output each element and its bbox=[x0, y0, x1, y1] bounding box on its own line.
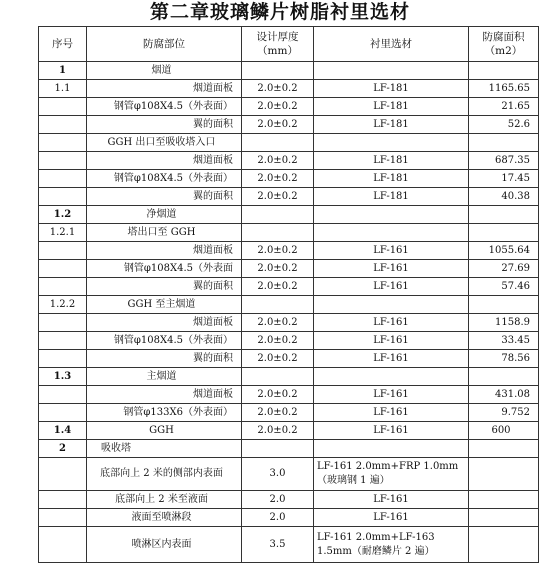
row-area: 17.45 bbox=[469, 170, 539, 188]
row-no bbox=[39, 509, 87, 527]
row-material bbox=[314, 368, 469, 386]
row-material bbox=[314, 224, 469, 242]
row-material: LF-161 bbox=[314, 242, 469, 260]
table-row bbox=[39, 368, 539, 386]
row-thickness: 2.0±0.2 bbox=[242, 260, 314, 278]
row-material bbox=[314, 440, 469, 458]
row-material: LF-161 bbox=[314, 491, 469, 509]
row-material: LF-161 bbox=[314, 278, 469, 296]
row-area: 687.35 bbox=[469, 152, 539, 170]
row-part: 液面至喷淋段 bbox=[87, 509, 242, 527]
row-area: 27.69 bbox=[469, 260, 539, 278]
row-material: LF-161 2.0mm+LF-163 1.5mm（耐磨鳞片 2 遍） bbox=[314, 527, 469, 563]
row-part: 烟道面板 bbox=[87, 314, 242, 332]
table-row bbox=[39, 260, 539, 278]
row-thickness: 2.0±0.2 bbox=[242, 98, 314, 116]
row-area bbox=[469, 509, 539, 527]
table-row bbox=[39, 350, 539, 368]
row-thickness: 3.5 bbox=[242, 527, 314, 563]
row-thickness bbox=[242, 206, 314, 224]
row-thickness: 2.0±0.2 bbox=[242, 422, 314, 440]
table-row bbox=[39, 314, 539, 332]
row-material: LF-161 2.0mm+FRP 1.0mm（玻璃钢 1 遍） bbox=[314, 458, 469, 491]
row-material bbox=[314, 62, 469, 80]
row-material: LF-181 bbox=[314, 170, 469, 188]
row-thickness: 2.0 bbox=[242, 491, 314, 509]
row-thickness: 2.0±0.2 bbox=[242, 116, 314, 134]
table-row bbox=[39, 62, 539, 80]
row-no bbox=[39, 527, 87, 563]
row-no: 1.1 bbox=[39, 80, 87, 98]
table-row bbox=[39, 188, 539, 206]
table-header-row bbox=[39, 27, 539, 62]
row-material: LF-161 bbox=[314, 509, 469, 527]
row-part: 塔出口至 GGH bbox=[87, 224, 242, 242]
row-material: LF-161 bbox=[314, 422, 469, 440]
row-material: LF-181 bbox=[314, 80, 469, 98]
row-no bbox=[39, 134, 87, 152]
row-no: 1.2.1 bbox=[39, 224, 87, 242]
row-part: 吸收塔 bbox=[87, 440, 242, 458]
row-area bbox=[469, 134, 539, 152]
row-thickness bbox=[242, 62, 314, 80]
table-row bbox=[39, 170, 539, 188]
row-material: LF-181 bbox=[314, 116, 469, 134]
header-material: 衬里选材 bbox=[314, 27, 469, 62]
row-material bbox=[314, 296, 469, 314]
table-row bbox=[39, 509, 539, 527]
table-row bbox=[39, 134, 539, 152]
row-part: 钢管φ108X4.5（外表面 bbox=[87, 260, 242, 278]
row-no: 1 bbox=[39, 62, 87, 80]
row-no bbox=[39, 404, 87, 422]
row-part: 烟道 bbox=[87, 62, 242, 80]
row-area bbox=[469, 224, 539, 242]
table-row bbox=[39, 404, 539, 422]
row-area: 33.45 bbox=[469, 332, 539, 350]
row-area: 21.65 bbox=[469, 98, 539, 116]
document-title: 第二章玻璃鳞片树脂衬里选材 bbox=[149, 1, 410, 23]
table-row bbox=[39, 527, 539, 563]
row-no bbox=[39, 491, 87, 509]
row-no bbox=[39, 458, 87, 491]
row-thickness bbox=[242, 440, 314, 458]
row-thickness: 2.0±0.2 bbox=[242, 242, 314, 260]
row-part: 翼的面积 bbox=[87, 116, 242, 134]
row-thickness: 2.0±0.2 bbox=[242, 404, 314, 422]
row-no bbox=[39, 386, 87, 404]
row-no: 2 bbox=[39, 440, 87, 458]
row-no bbox=[39, 242, 87, 260]
row-no bbox=[39, 152, 87, 170]
table-row bbox=[39, 278, 539, 296]
row-thickness: 2.0±0.2 bbox=[242, 188, 314, 206]
row-material: LF-161 bbox=[314, 386, 469, 404]
table-row bbox=[39, 80, 539, 98]
row-area: 78.56 bbox=[469, 350, 539, 368]
row-part: 底部向上 2 米的侧部内表面 bbox=[87, 458, 242, 491]
row-thickness bbox=[242, 368, 314, 386]
row-material: LF-181 bbox=[314, 188, 469, 206]
table-row bbox=[39, 422, 539, 440]
table-row bbox=[39, 440, 539, 458]
row-area: 431.08 bbox=[469, 386, 539, 404]
table-row bbox=[39, 242, 539, 260]
row-area bbox=[469, 62, 539, 80]
row-area: 1158.9 bbox=[469, 314, 539, 332]
row-thickness: 2.0±0.2 bbox=[242, 278, 314, 296]
row-part: 喷淋区内表面 bbox=[87, 527, 242, 563]
row-no bbox=[39, 260, 87, 278]
row-no bbox=[39, 116, 87, 134]
table-row bbox=[39, 458, 539, 491]
row-area bbox=[469, 296, 539, 314]
table-row bbox=[39, 491, 539, 509]
row-no bbox=[39, 332, 87, 350]
row-part: 钢管φ108X4.5（外表面） bbox=[87, 98, 242, 116]
row-area bbox=[469, 458, 539, 491]
row-thickness: 3.0 bbox=[242, 458, 314, 491]
row-no bbox=[39, 278, 87, 296]
row-material: LF-161 bbox=[314, 332, 469, 350]
table-row bbox=[39, 224, 539, 242]
row-thickness: 2.0 bbox=[242, 509, 314, 527]
row-part: GGH bbox=[87, 422, 242, 440]
row-area: 600 bbox=[469, 422, 539, 440]
table-row bbox=[39, 116, 539, 134]
row-thickness bbox=[242, 224, 314, 242]
row-no bbox=[39, 350, 87, 368]
row-part: GGH 至主烟道 bbox=[87, 296, 242, 314]
table-row bbox=[39, 296, 539, 314]
row-thickness: 2.0±0.2 bbox=[242, 314, 314, 332]
row-thickness: 2.0±0.2 bbox=[242, 386, 314, 404]
row-area bbox=[469, 440, 539, 458]
row-part: 主烟道 bbox=[87, 368, 242, 386]
row-part: 烟道面板 bbox=[87, 386, 242, 404]
row-no: 1.3 bbox=[39, 368, 87, 386]
row-area: 1165.65 bbox=[469, 80, 539, 98]
row-part: 钢管φ133X6（外表面） bbox=[87, 404, 242, 422]
table-row bbox=[39, 332, 539, 350]
row-material: LF-161 bbox=[314, 350, 469, 368]
row-thickness: 2.0±0.2 bbox=[242, 170, 314, 188]
row-thickness: 2.0±0.2 bbox=[242, 350, 314, 368]
row-thickness bbox=[242, 134, 314, 152]
row-area bbox=[469, 527, 539, 563]
row-part: 翼的面积 bbox=[87, 350, 242, 368]
header-part: 防腐部位 bbox=[87, 27, 242, 62]
row-part: 钢管φ108X4.5（外表面） bbox=[87, 170, 242, 188]
row-material bbox=[314, 206, 469, 224]
header-area: 防腐面积（m2） bbox=[469, 27, 539, 62]
row-material: LF-161 bbox=[314, 314, 469, 332]
row-no: 1.2 bbox=[39, 206, 87, 224]
row-material: LF-181 bbox=[314, 98, 469, 116]
row-material: LF-181 bbox=[314, 152, 469, 170]
row-part: 钢管φ108X4.5（外表面） bbox=[87, 332, 242, 350]
row-part: 烟道面板 bbox=[87, 152, 242, 170]
row-part: GGH 出口至吸收塔入口 bbox=[87, 134, 242, 152]
row-part: 底部向上 2 米至液面 bbox=[87, 491, 242, 509]
row-part: 翼的面积 bbox=[87, 278, 242, 296]
row-area: 9.752 bbox=[469, 404, 539, 422]
lining-material-table bbox=[38, 26, 539, 563]
row-area bbox=[469, 491, 539, 509]
table-row bbox=[39, 206, 539, 224]
row-no bbox=[39, 170, 87, 188]
row-area: 52.6 bbox=[469, 116, 539, 134]
row-thickness: 2.0±0.2 bbox=[242, 80, 314, 98]
row-material bbox=[314, 134, 469, 152]
row-thickness: 2.0±0.2 bbox=[242, 152, 314, 170]
row-area bbox=[469, 368, 539, 386]
row-no bbox=[39, 98, 87, 116]
row-material: LF-161 bbox=[314, 404, 469, 422]
row-area: 1055.64 bbox=[469, 242, 539, 260]
row-thickness bbox=[242, 296, 314, 314]
row-area bbox=[469, 206, 539, 224]
row-no: 1.4 bbox=[39, 422, 87, 440]
row-no: 1.2.2 bbox=[39, 296, 87, 314]
row-thickness: 2.0±0.2 bbox=[242, 332, 314, 350]
header-no: 序号 bbox=[39, 27, 87, 62]
header-thickness: 设计厚度（mm） bbox=[242, 27, 314, 62]
row-part: 翼的面积 bbox=[87, 188, 242, 206]
row-part: 烟道面板 bbox=[87, 242, 242, 260]
row-part: 净烟道 bbox=[87, 206, 242, 224]
row-area: 40.38 bbox=[469, 188, 539, 206]
table-row bbox=[39, 152, 539, 170]
table-row bbox=[39, 98, 539, 116]
row-no bbox=[39, 188, 87, 206]
row-no bbox=[39, 314, 87, 332]
row-material: LF-161 bbox=[314, 260, 469, 278]
row-area: 57.46 bbox=[469, 278, 539, 296]
row-part: 烟道面板 bbox=[87, 80, 242, 98]
table-row bbox=[39, 386, 539, 404]
